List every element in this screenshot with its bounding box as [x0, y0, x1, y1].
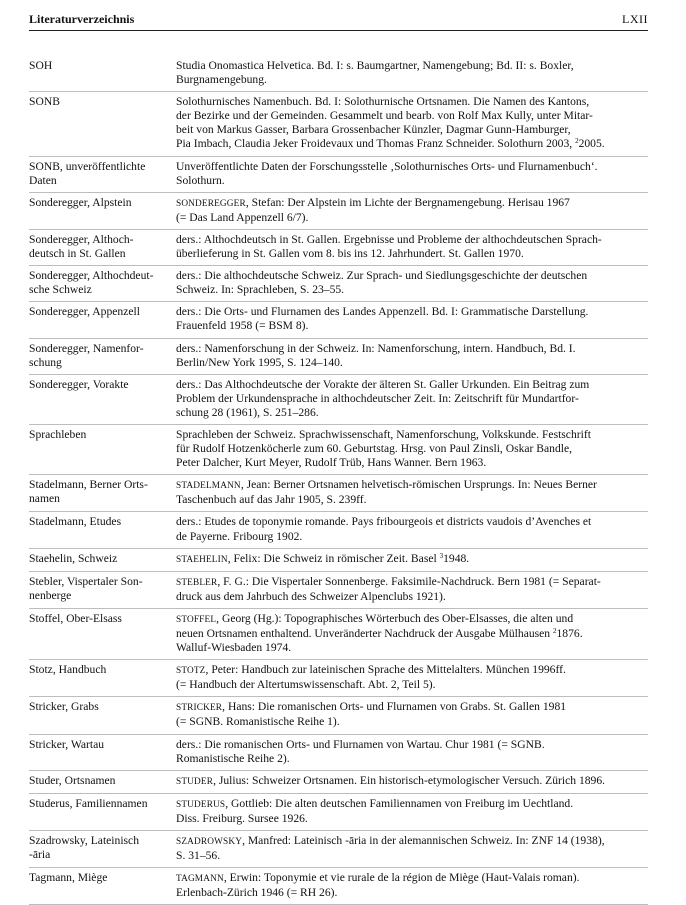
reference-line	[176, 871, 648, 886]
bibliography-entry	[29, 266, 648, 302]
bibliography-page	[29, 10, 648, 905]
author-name: STUDER	[176, 776, 214, 787]
entry-abbreviation: Sonderegger, Vorakte	[29, 377, 129, 391]
reference-line	[176, 160, 648, 174]
author-name: STRICKER	[176, 703, 223, 714]
reference-line	[176, 442, 648, 456]
reference-line	[176, 305, 648, 319]
reference-line	[176, 590, 648, 604]
reference-line	[176, 738, 648, 752]
entry-reference	[176, 95, 648, 151]
reference-text: , Erwin: Toponymie et vie rurale de la région de Miège (Haut-Valais roman).	[223, 871, 580, 885]
page-header	[29, 10, 648, 31]
reference-line	[176, 211, 648, 225]
entry-abbreviation	[29, 233, 176, 261]
reference-text: Pia Imbach, Claudia Jeker Froidevaux und Thomas Franz Schneider. Solothurn 2003,	[176, 137, 573, 151]
reference-text: ders.: Die romanischen Orts- und Flurnamen von Wartau. Chur 1981 (= SGNB.	[176, 737, 545, 751]
abbreviation-line: Sonderegger, Namenfor-	[29, 341, 144, 355]
reference-line	[176, 552, 648, 567]
entry-abbreviation	[29, 834, 176, 863]
reference-text: , Jean: Berner Ortsnamen helvetisch-römischen Ursprungs. In: Neues Berner	[240, 478, 597, 492]
reference-line	[176, 356, 648, 370]
bibliography-entry	[29, 339, 648, 375]
reference-text: , Manfred: Lateinisch -āria in der alemannischen Schweiz. In: ZNF 14 (1938),	[242, 834, 605, 848]
reference-text: Sprachleben der Schweiz. Sprachwissenschaft, Namenforschung, Volkskunde. Festschrift	[176, 427, 591, 441]
entry-abbreviation	[29, 160, 176, 188]
reference-line	[176, 627, 648, 641]
reference-text: Solothurnisches Namenbuch. Bd. I: Solothurnische Ortsnamen. Die Namen des Kantons,	[176, 95, 590, 109]
bibliography-table	[29, 56, 648, 905]
reference-line	[176, 342, 648, 356]
bibliography-entry	[29, 157, 648, 193]
entry-abbreviation: Sonderegger, Alpstein	[29, 195, 132, 209]
entry-reference	[176, 834, 648, 863]
entry-reference	[176, 552, 648, 567]
entry-abbreviation	[29, 575, 176, 604]
entry-reference	[176, 342, 648, 370]
entry-abbreviation: Sonderegger, Appenzell	[29, 305, 140, 319]
reference-line	[176, 700, 648, 715]
bibliography-entry	[29, 475, 648, 512]
author-name: STOTZ	[176, 666, 206, 677]
entry-abbreviation: Staehelin, Schweiz	[29, 551, 118, 565]
reference-text: Studia Onomastica Helvetica. Bd. I: s. Baumgartner, Namengebung; Bd. II: s. Boxler,	[176, 59, 574, 72]
reference-text: , Stefan: Der Alpstein im Lichte der Bergnamengebung. Herisau 1967	[245, 195, 570, 209]
bibliography-entry	[29, 697, 648, 734]
reference-line	[176, 233, 648, 247]
entry-reference	[176, 515, 648, 543]
entry-reference	[176, 59, 648, 87]
reference-line	[176, 663, 648, 678]
entry-abbreviation: Stadelmann, Etudes	[29, 515, 122, 529]
author-name: STAEHELIN	[176, 554, 228, 565]
reference-text: beit von Markus Gasser, Barbara Grossenbacher Künzler, Dagmar Gunn-Hamburger,	[176, 123, 571, 137]
abbreviation-line: Sonderegger, Althochdeut-	[29, 269, 154, 283]
reference-text: für Rudolf Hotzenköcherle zum 60. Geburtstag. Hrsg. von Paul Zinsli, Oskar Bandle,	[176, 442, 573, 456]
reference-text: de Payerne. Fribourg 1902.	[176, 529, 303, 543]
entry-reference	[176, 428, 648, 470]
entry-abbreviation	[29, 478, 176, 507]
abbreviation-line: -āria	[29, 848, 51, 862]
reference-text: ders.: Namenforschung in der Schweiz. In: Namenforschung, intern. Handbuch, Bd. I.	[176, 341, 576, 355]
bibliography-entry	[29, 572, 648, 609]
bibliography-entry	[29, 512, 648, 548]
bibliography-entry	[29, 425, 648, 475]
reference-text: S. 31–56.	[176, 849, 221, 863]
entry-reference	[176, 700, 648, 729]
reference-text: der Bezirke und der Gemeinden. Gesammelt und bearb. von Rolf Max Kully, unter Mitar-	[176, 109, 593, 123]
bibliography-entry	[29, 56, 648, 92]
reference-text: 2005.	[578, 137, 605, 151]
reference-line	[176, 678, 648, 692]
reference-text: Peter Dalcher, Kurt Meyer, Rudolf Trüb, Hans Wanner. Bern 1963.	[176, 456, 487, 470]
entry-reference	[176, 378, 648, 420]
edition-superscript: 3	[439, 551, 444, 560]
reference-line	[176, 849, 648, 863]
reference-line	[176, 73, 648, 87]
author-name: STUDERUS	[176, 799, 226, 810]
reference-text: , Georg (Hg.): Topographisches Wörterbuch des Ober-Elsasses, die alten und	[216, 611, 574, 625]
reference-text: (= Handbuch der Altertumswissenschaft. Abt. 2, Teil 5).	[176, 678, 436, 692]
entry-reference	[176, 797, 648, 826]
entry-abbreviation: SOH	[29, 59, 53, 72]
reference-line	[176, 123, 648, 137]
reference-line	[176, 886, 648, 900]
bibliography-entry	[29, 302, 648, 338]
reference-text: Diss. Freiburg. Sursee 1926.	[176, 811, 308, 825]
entry-abbreviation: Tagmann, Miège	[29, 871, 108, 885]
reference-text: Taschenbuch auf das Jahr 1905, S. 239ff.	[176, 493, 367, 507]
reference-line	[176, 752, 648, 766]
reference-line	[176, 797, 648, 812]
entry-reference	[176, 196, 648, 225]
reference-line	[176, 137, 648, 151]
entry-abbreviation	[29, 342, 176, 370]
entry-reference	[176, 160, 648, 188]
reference-line	[176, 196, 648, 211]
abbreviation-line: Sonderegger, Althoch-	[29, 232, 134, 246]
entry-reference	[176, 612, 648, 655]
entry-reference	[176, 305, 648, 333]
reference-text: ders.: Die Orts- und Flurnamen des Landes Appenzell. Bd. I: Grammatische Darstellung.	[176, 305, 589, 319]
entry-reference	[176, 575, 648, 604]
reference-text: Solothurn.	[176, 173, 225, 187]
reference-line	[176, 515, 648, 529]
reference-line: Walluf-Wiesbaden 1974.	[176, 641, 292, 655]
bibliography-entry	[29, 230, 648, 266]
abbreviation-line: Stebler, Vispertaler Son-	[29, 574, 143, 588]
edition-superscript: 2	[553, 627, 557, 635]
entry-abbreviation: Stoffel, Ober-Elsass	[29, 611, 122, 625]
bibliography-entry	[29, 375, 648, 425]
bibliography-entry	[29, 868, 648, 905]
bibliography-entry	[29, 549, 648, 572]
reference-line	[176, 456, 648, 470]
author-name: SZADROWSKY	[176, 837, 243, 848]
reference-text: Romanistische Reihe 2).	[176, 751, 290, 765]
reference-text: Burgnamengebung.	[176, 73, 267, 87]
reference-text: (= Das Land Appenzell 6/7).	[176, 210, 309, 224]
bibliography-entry	[29, 735, 648, 771]
reference-text: Frauenfeld 1958 (= BSM 8).	[176, 319, 309, 333]
reference-text: ders.: Althochdeutsch in St. Gallen. Ergebnisse und Probleme der althochdeutschen Sprach-	[176, 232, 602, 246]
abbreviation-line: SONB, unveröffentlichte	[29, 159, 146, 173]
reference-text: Schweiz. In: Sprachleben, S. 23–55.	[176, 283, 345, 297]
page-number: LXII	[622, 12, 648, 26]
author-name: SONDEREGGER	[176, 198, 246, 209]
reference-text: 1948.	[443, 551, 470, 565]
author-name: TAGMANN	[176, 874, 224, 885]
reference-line	[176, 95, 648, 109]
reference-line	[176, 269, 648, 283]
reference-text: Berlin/New York 1995, S. 124–140.	[176, 355, 343, 369]
abbreviation-line: Stadelmann, Berner Orts-	[29, 478, 148, 492]
entry-abbreviation	[29, 269, 176, 297]
reference-line	[176, 478, 648, 493]
reference-text: , Felix: Die Schweiz in römischer Zeit. Basel	[227, 551, 437, 565]
bibliography-entry	[29, 193, 648, 230]
reference-line	[176, 612, 648, 627]
running-title: Literaturverzeichnis	[29, 12, 135, 26]
entry-reference	[176, 269, 648, 297]
reference-text: , Gottlieb: Die alten deutschen Familiennamen von Freiburg im Uechtland.	[225, 796, 574, 810]
reference-line	[176, 774, 648, 789]
entry-abbreviation: SONB	[29, 95, 60, 109]
entry-reference	[176, 774, 648, 789]
reference-text: druck aus dem Jahrbuch des Schweizer Alpenclubs 1921).	[176, 589, 446, 603]
entry-reference	[176, 663, 648, 692]
reference-line	[176, 812, 648, 826]
abbreviation-line: namen	[29, 492, 60, 506]
reference-line	[176, 530, 648, 544]
reference-text: , Peter: Handbuch zur lateinischen Sprache des Mittelalters. München 1996ff.	[205, 663, 566, 677]
reference-line	[176, 319, 648, 333]
reference-text: Erlenbach-Zürich 1946 (= RH 26).	[176, 886, 338, 900]
bibliography-entry	[29, 609, 648, 660]
abbreviation-line: Szadrowsky, Lateinisch	[29, 834, 140, 848]
reference-text: ders.: Etudes de toponymie romande. Pays fribourgeois et districts vaudois d’Avenches et	[176, 515, 592, 529]
entry-reference	[176, 233, 648, 261]
reference-line	[176, 174, 648, 188]
entry-abbreviation: Studerus, Familiennamen	[29, 796, 148, 810]
reference-text: Unveröffentlichte Daten der Forschungsstelle ‚Solothurnisches Orts- und Flurnamenbuch‘.	[176, 159, 598, 173]
reference-text: ders.: Das Althochdeutsche der Vorakte der älteren St. Galler Urkunden. Ein Beitrag zum	[176, 377, 590, 391]
reference-line	[176, 575, 648, 590]
entry-abbreviation: Stricker, Grabs	[29, 700, 99, 714]
reference-text: ders.: Die althochdeutsche Schweiz. Zur Sprach- und Siedlungsgeschichte der deutschen	[176, 269, 588, 283]
bibliography-entry	[29, 92, 648, 156]
entry-abbreviation: Sprachleben	[29, 427, 87, 441]
reference-line	[176, 834, 648, 849]
entry-abbreviation: Stricker, Wartau	[29, 737, 105, 751]
bibliography-entry	[29, 660, 648, 697]
abbreviation-line: deutsch in St. Gallen	[29, 247, 126, 261]
reference-text: , Julius: Schweizer Ortsnamen. Ein historisch-etymologischer Versuch. Zürich 1896.	[213, 773, 606, 787]
reference-line	[176, 59, 648, 73]
entry-abbreviation: Stotz, Handbuch	[29, 663, 107, 677]
reference-text: überlieferung in St. Gallen vom 8. bis ins 12. Jahrhundert. St. Gallen 1970.	[176, 247, 524, 261]
bibliography-entry	[29, 794, 648, 831]
entry-reference	[176, 478, 648, 507]
reference-line	[176, 406, 648, 420]
edition-superscript: 2	[575, 137, 579, 146]
reference-text: neuen Ortsnamen enthaltend. Unveränderter Nachdruck der Ausgabe Mülhausen	[176, 627, 551, 640]
author-name: STADELMANN	[176, 481, 241, 492]
bibliography-entry	[29, 771, 648, 794]
entry-reference	[176, 871, 648, 900]
reference-line	[176, 247, 648, 261]
reference-text: , Hans: Die romanischen Orts- und Flurnamen von Grabs. St. Gallen 1981	[222, 700, 567, 714]
abbreviation-line: Daten	[29, 173, 57, 187]
reference-text: schung 28 (1961), S. 251–286.	[176, 405, 319, 419]
reference-line	[176, 378, 648, 392]
entry-reference	[176, 738, 648, 766]
bibliography-entry	[29, 831, 648, 868]
entry-abbreviation: Studer, Ortsnamen	[29, 773, 116, 787]
reference-line	[176, 109, 648, 123]
author-name: STOFFEL	[176, 614, 217, 625]
abbreviation-line: nenberge	[29, 588, 72, 602]
abbreviation-line: sche Schweiz	[29, 283, 92, 297]
reference-line	[176, 715, 648, 729]
reference-line	[176, 283, 648, 297]
reference-text: , F. G.: Die Vispertaler Sonnenberge. Faksimile-Nachdruck. Bern 1981 (= Separat-	[217, 574, 601, 588]
reference-text: Problem der Urkundensprache in althochdeutscher Zeit. In: Zeitschrift für Mundartfor-	[176, 391, 579, 405]
abbreviation-line: schung	[29, 355, 62, 369]
reference-text: 1876.	[556, 627, 583, 640]
reference-text: (= SGNB. Romanistische Reihe 1).	[176, 715, 340, 729]
author-name: STEBLER	[176, 577, 218, 588]
reference-line	[176, 493, 648, 507]
reference-line	[176, 428, 648, 442]
reference-line	[176, 392, 648, 406]
